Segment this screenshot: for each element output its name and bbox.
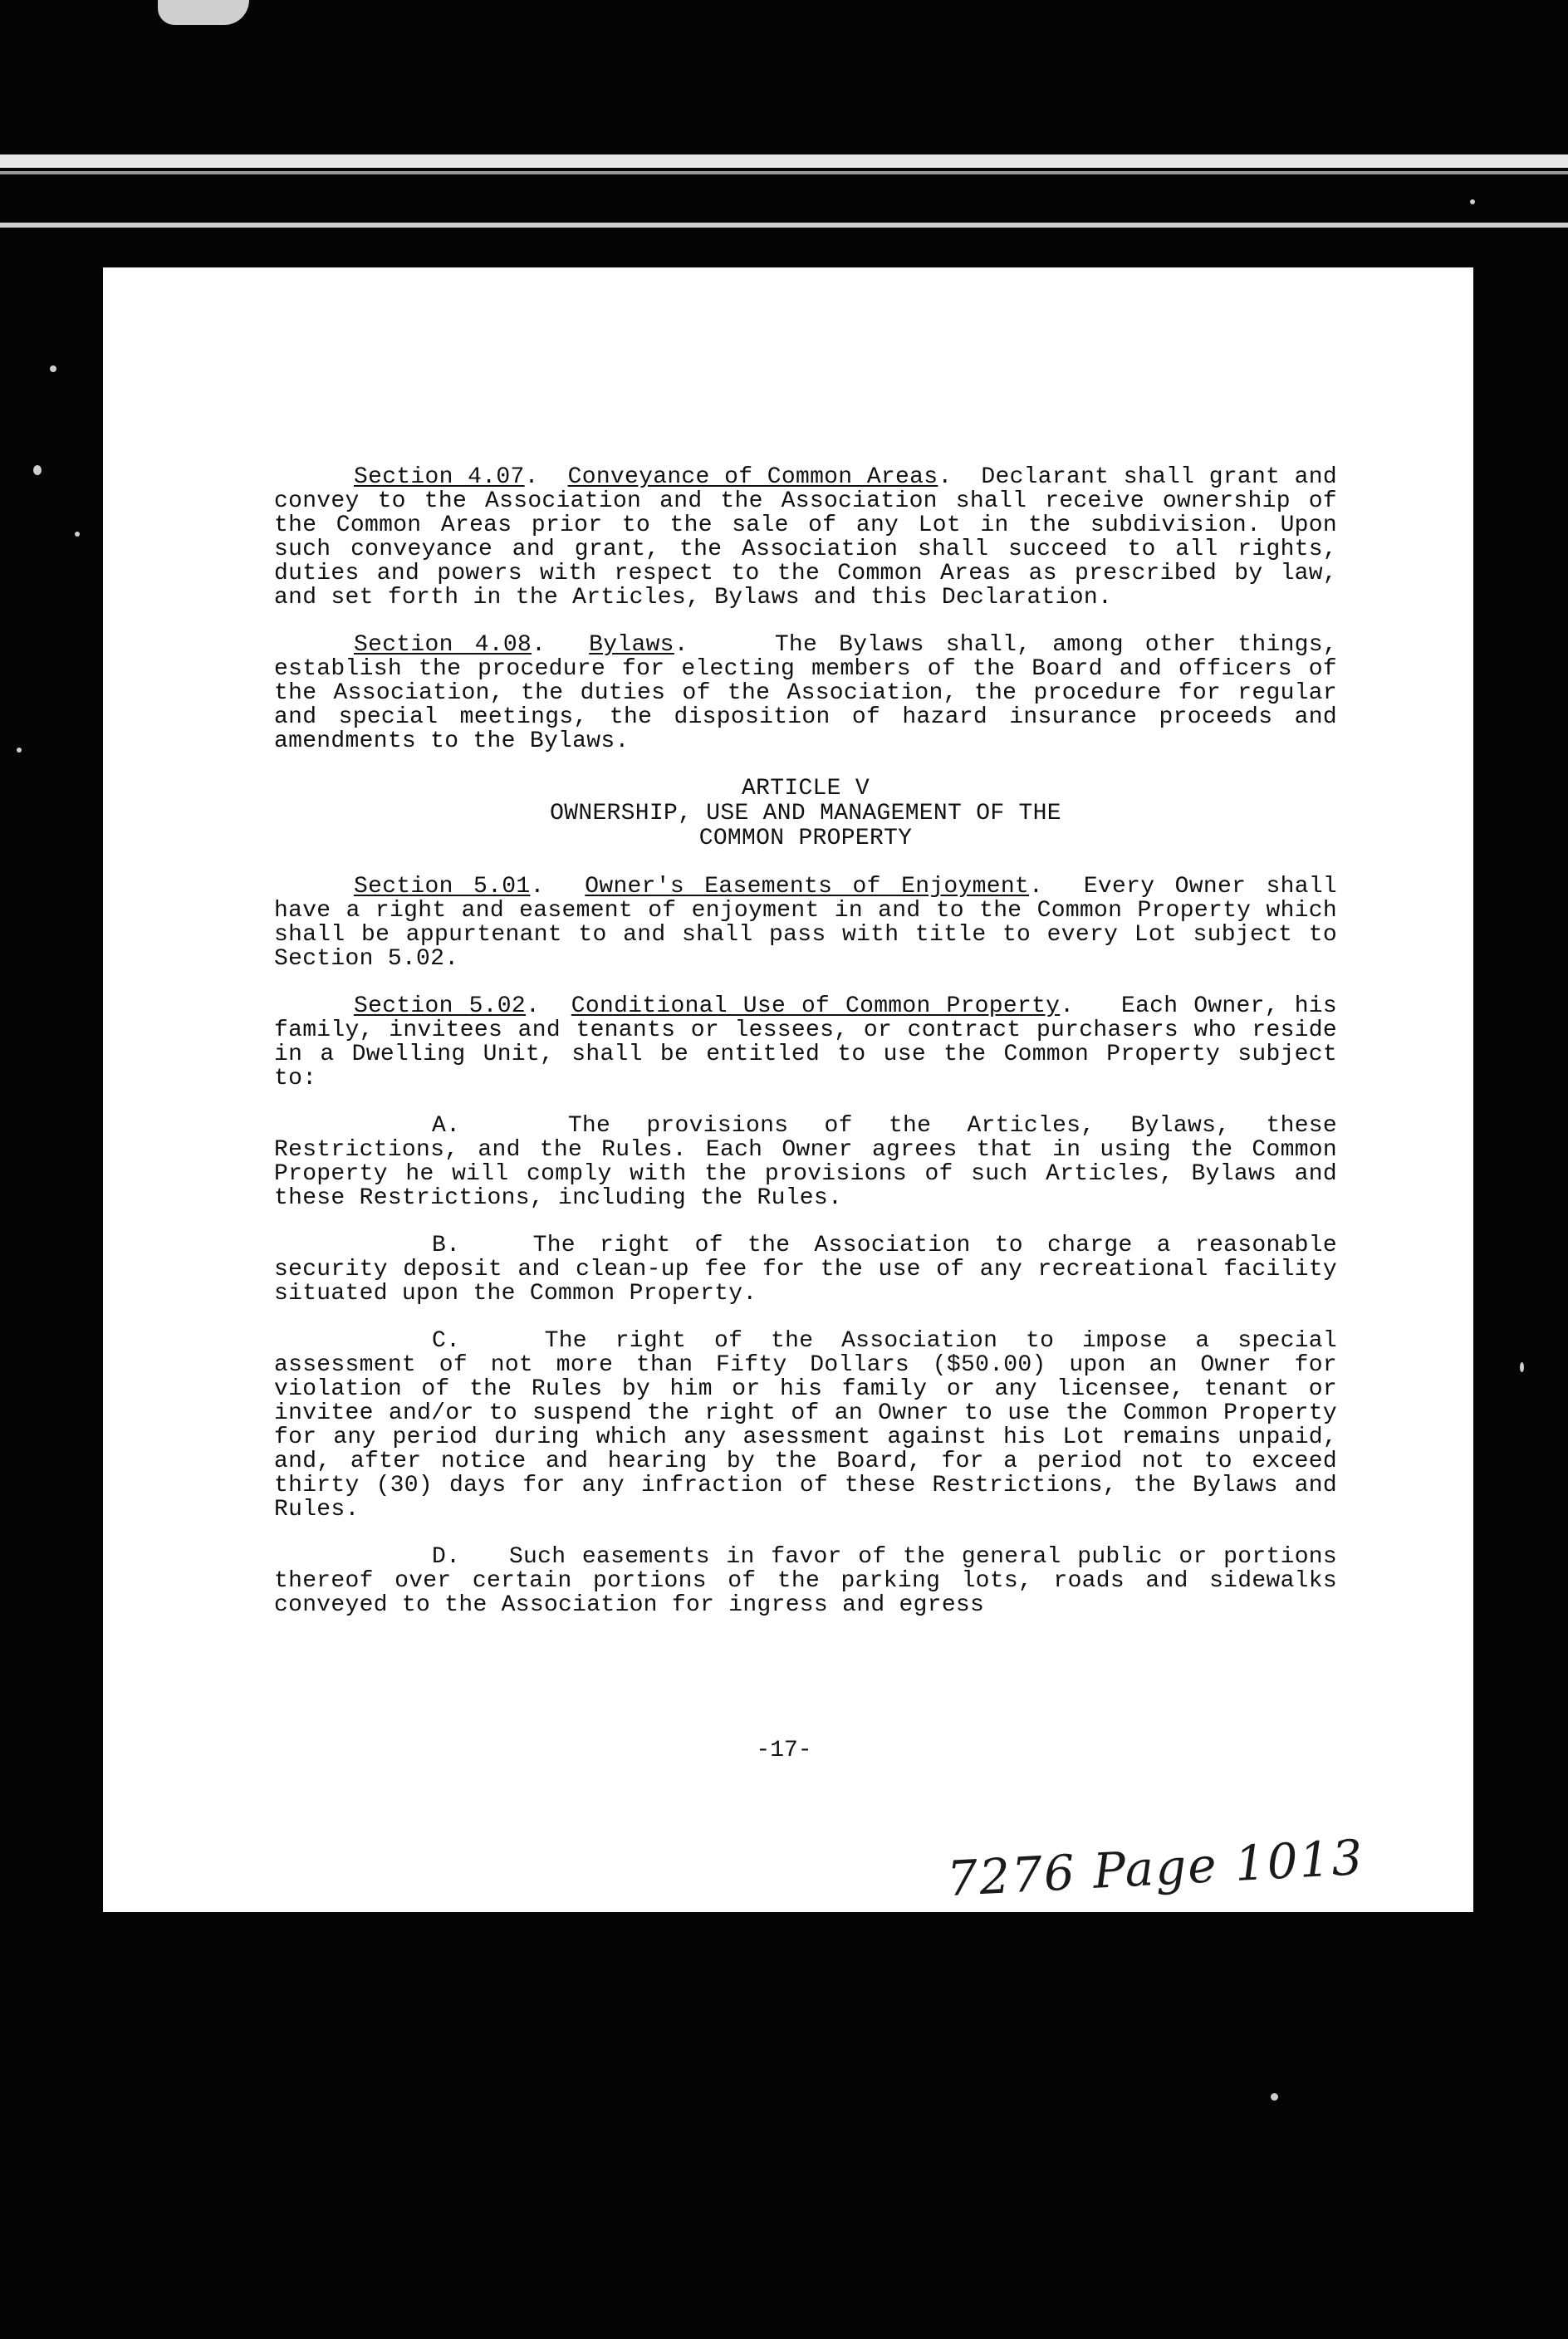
section-body: The Bylaws shall, among other things, establish the procedure for electing members of the Board and officers of the Association, the duties of the Association, the procedure for regular and special meetings, the disposition of hazard insurance proceeds and amendments to the Bylaws. — [274, 632, 1337, 754]
list-item-letter: A. — [432, 1113, 461, 1139]
section-paragraph: Section 5.01. Owner's Easements of Enjoyment. Every Owner shall have a right and easement of enjoyment in and to the Common Property which shall be appurtenant to and shall pass with title to every Lot subject to Section 5.02. — [274, 874, 1338, 972]
section-body: Each Owner, his family, invitees and tenants or lessees, or contract purchasers who reside in a Dwelling Unit, shall be entitled to use the Common Property subject to: — [274, 993, 1338, 1091]
list-item — [274, 1545, 1337, 1617]
scan-artifact-band — [0, 171, 1568, 174]
list-item-text: The provisions of the Articles, Bylaws, these Restrictions, and the Rules. Each Owner agrees that in using the Common Property he will comply with the provisions of such Articles, Bylaws and these Restrictions, including the Rules. — [274, 1113, 1337, 1211]
list-item-letter: D. — [432, 1544, 461, 1570]
scan-artifact-band — [0, 154, 1568, 168]
list-item-text: Such easements in favor of the general public or portions thereof over certain portions of the parking lots, roads and sidewalks conveyed to the Association for ingress and egress — [274, 1544, 1337, 1618]
section-number: Section 4.08 — [354, 632, 532, 658]
list-item-letter: C. — [432, 1328, 461, 1354]
page-number: -17- — [756, 1738, 812, 1763]
scan-speck — [50, 365, 56, 372]
scan-speck — [1520, 1362, 1524, 1372]
scan-speck — [1470, 199, 1475, 204]
section-title: Bylaws — [589, 632, 674, 658]
list-item-letter: B. — [432, 1233, 461, 1258]
scan-speck — [1271, 2093, 1278, 2101]
list-item — [274, 1329, 1337, 1522]
list-item — [274, 1233, 1337, 1306]
scan-speck — [17, 748, 22, 753]
section-title: Conditional Use of Common Property — [571, 993, 1061, 1019]
section-title: Owner's Easements of Enjoyment — [585, 874, 1030, 900]
section-number: Section 5.02 — [354, 993, 526, 1019]
section-paragraph: Section 5.02. Conditional Use of Common Property. Each Owner, his family, invitees and tenants or lessees, or contract purchasers who reside in a Dwelling Unit, shall be entitled to use the Common Property subject to: — [274, 993, 1338, 1091]
section-body: Declarant shall grant and convey to the Association and the Association shall receive ownership of the Common Areas prior to the sale of any Lot in the subdivision. Upon such conveyance and grant, the Association shall succeed to all rights, duties and powers with respect to the Common Areas as prescribed by law, and set forth in the Articles, Bylaws and this Declaration. — [274, 464, 1337, 610]
list-item-text: The right of the Association to impose a special assessment of not more than Fifty Dollars ($50.00) upon an Owner for violation of the Rules by him or his family or any licensee, tenant or invitee and/or to suspend the right of an Owner to use the Common Property for any period during which any asessment against his Lot remains unpaid, and, after notice and hearing by the Board, for a period not to exceed thirty (30) days for any infraction of these Restrictions, the Bylaws and Rules. — [274, 1328, 1338, 1523]
article-title: OWNERSHIP, USE AND MANAGEMENT OF THE — [550, 801, 1061, 826]
section-number: Section 4.07 — [354, 464, 525, 490]
section-title: Conveyance of Common Areas — [567, 464, 938, 490]
section-paragraph: Section 4.08. Bylaws. The Bylaws shall, among other things, establish the procedure for electing members of the Board and officers of the Association, the duties of the Association, the procedure for regular and special meetings, the disposition of hazard insurance proceeds and amendments to the Bylaws. — [274, 632, 1337, 754]
list-item-text: The right of the Association to charge a reasonable security deposit and clean-up fee for the use of any recreational facility situated upon the Common Property. — [274, 1233, 1337, 1307]
section-body: Every Owner shall have a right and easement of enjoyment in and to the Common Property which shall be appurtenant to and shall pass with title to every Lot subject to Section 5.02. — [274, 874, 1338, 972]
scan-artifact-blot — [158, 0, 249, 25]
scan-artifact-band — [0, 223, 1568, 228]
list-item — [274, 1114, 1337, 1210]
scan-speck — [75, 532, 80, 537]
scan-speck — [33, 465, 42, 475]
handwritten-book-page-note: 7276 Page 1013 — [945, 1828, 1365, 1908]
section-paragraph: Section 4.07. Conveyance of Common Areas. Declarant shall grant and convey to the Association and the Association shall receive ownership of the Common Areas prior to the sale of any Lot in the subdivision. Upon such conveyance and grant, the Association shall succeed to all rights, duties and powers with respect to the Common Areas as prescribed by law, and set forth in the Articles, Bylaws and this Declaration. — [274, 464, 1337, 610]
article-title: COMMON PROPERTY — [698, 826, 913, 851]
document-body — [274, 465, 1337, 1640]
article-heading — [274, 777, 1337, 851]
section-number: Section 5.01 — [354, 874, 531, 900]
article-number: ARTICLE V — [742, 776, 870, 802]
